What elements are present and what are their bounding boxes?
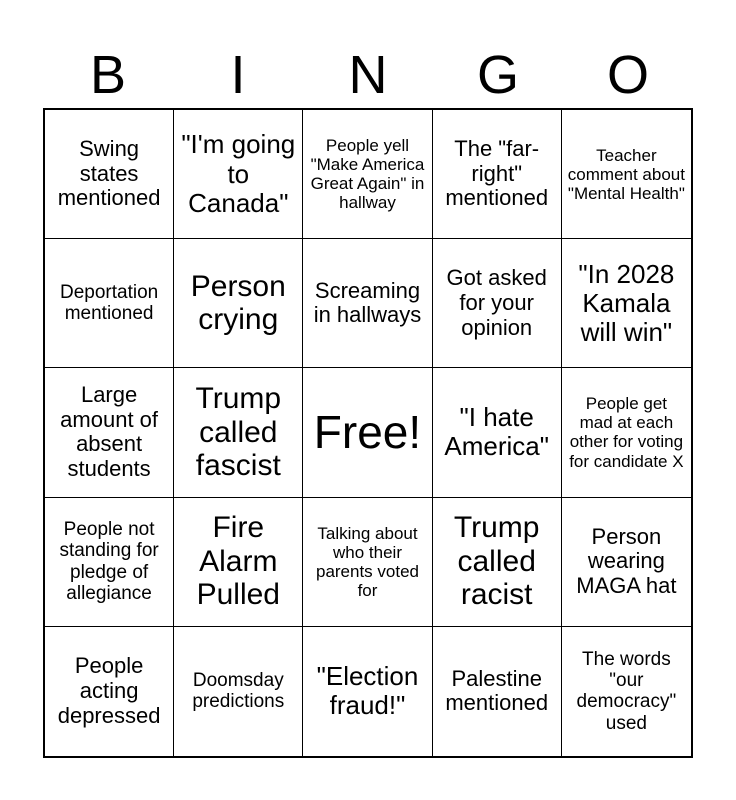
bingo-cell-5-3[interactable] xyxy=(303,627,432,756)
bingo-board xyxy=(43,108,693,758)
header-letter-g: G xyxy=(476,45,519,105)
bingo-cell-4-2[interactable] xyxy=(174,498,303,627)
bingo-cell-2-5[interactable] xyxy=(562,239,691,368)
cell-text: Screaming in hallways xyxy=(313,277,422,328)
bingo-header xyxy=(43,42,693,108)
bingo-cell-4-1[interactable] xyxy=(45,498,174,627)
bingo-cell-5-1[interactable] xyxy=(45,627,174,756)
cell-text: "I hate America" xyxy=(444,402,549,462)
header-letter-o: O xyxy=(606,45,649,105)
cell-text: People acting depressed xyxy=(57,653,161,728)
cell-text: Palestine mentioned xyxy=(445,665,549,716)
bingo-cell-5-4[interactable] xyxy=(433,627,562,756)
bingo-cell-2-3[interactable] xyxy=(303,239,432,368)
bingo-cell-3-1[interactable] xyxy=(45,368,174,497)
cell-text: Deportation mentioned xyxy=(59,282,159,325)
cell-text: Free! xyxy=(313,405,422,458)
bingo-cell-5-5[interactable] xyxy=(562,627,691,756)
cell-text: "In 2028 Kamala will win" xyxy=(578,258,675,347)
cell-text: Doomsday predictions xyxy=(192,670,285,713)
bingo-cell-1-4[interactable] xyxy=(433,110,562,239)
bingo-cell-4-3[interactable] xyxy=(303,498,432,627)
cell-text: "I'm going to Canada" xyxy=(181,129,296,218)
cell-text: People not standing for pledge of allegiance xyxy=(59,519,159,604)
bingo-cell-5-2[interactable] xyxy=(174,627,303,756)
header-letter-i: I xyxy=(230,45,246,105)
cell-text: Got asked for your opinion xyxy=(446,265,547,340)
bingo-cell-4-5[interactable] xyxy=(562,498,691,627)
free-space[interactable] xyxy=(303,368,432,497)
cell-text: Large amount of absent students xyxy=(60,382,159,482)
bingo-cell-3-2[interactable] xyxy=(174,368,303,497)
cell-text: Person wearing MAGA hat xyxy=(576,523,677,598)
bingo-cell-2-4[interactable] xyxy=(433,239,562,368)
bingo-cell-4-4[interactable] xyxy=(433,498,562,627)
bingo-cell-1-5[interactable] xyxy=(562,110,691,239)
cell-text: Talking about who their parents voted for xyxy=(315,523,419,600)
cell-text: Fire Alarm Pulled xyxy=(196,511,280,612)
bingo-cell-3-4[interactable] xyxy=(433,368,562,497)
cell-text: The words "our democracy" used xyxy=(576,648,677,734)
cell-text: Trump called fascist xyxy=(195,382,282,483)
cell-text: People yell "Make America Great Again" in hallway xyxy=(310,136,425,213)
cell-text: Trump called racist xyxy=(453,511,540,612)
cell-text: The "far-right" mentioned xyxy=(445,136,549,211)
header-letter-n: N xyxy=(348,45,388,105)
cell-text: "Election fraud!" xyxy=(316,661,419,721)
bingo-cell-3-5[interactable] xyxy=(562,368,691,497)
cell-text: People get mad at each other for voting for candidate X xyxy=(569,394,684,471)
bingo-cell-2-2[interactable] xyxy=(174,239,303,368)
bingo-cell-2-1[interactable] xyxy=(45,239,174,368)
cell-text: Person crying xyxy=(190,269,286,337)
bingo-cell-1-1[interactable] xyxy=(45,110,174,239)
bingo-cell-1-2[interactable] xyxy=(174,110,303,239)
bingo-cell-1-3[interactable] xyxy=(303,110,432,239)
header-letter-b: B xyxy=(89,45,127,105)
cell-text: Teacher comment about "Mental Health" xyxy=(567,145,685,203)
cell-text: Swing states mentioned xyxy=(57,136,161,211)
